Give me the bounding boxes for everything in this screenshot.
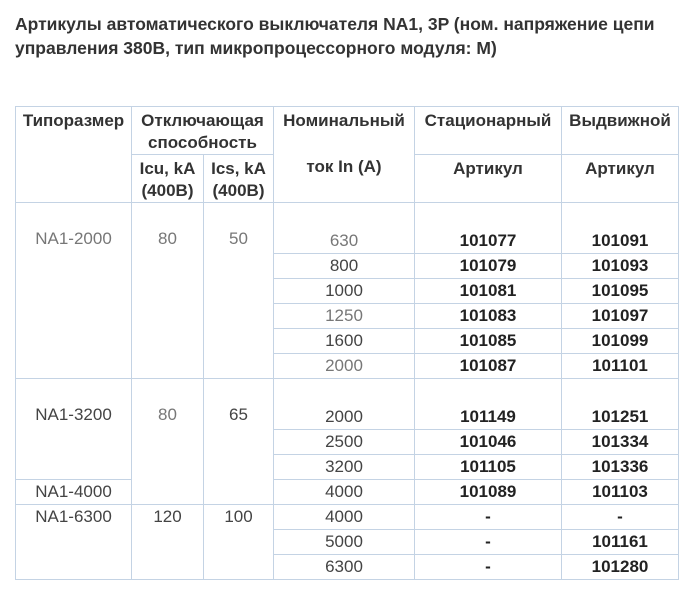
withdrawable-article: 101099 bbox=[562, 329, 679, 354]
header-size: Типоразмер bbox=[16, 107, 132, 203]
header-article-withdrawable: Артикул bbox=[562, 155, 679, 203]
table-row bbox=[16, 505, 679, 530]
stationary-article: 101149 bbox=[415, 379, 562, 430]
articles-table bbox=[15, 106, 679, 580]
stationary-article: 101046 bbox=[415, 430, 562, 455]
ics-cell: 100 bbox=[204, 505, 274, 580]
withdrawable-article: 101095 bbox=[562, 279, 679, 304]
withdrawable-article: 101334 bbox=[562, 430, 679, 455]
stationary-article: 101085 bbox=[415, 329, 562, 354]
stationary-article: 101105 bbox=[415, 455, 562, 480]
stationary-article: 101077 bbox=[415, 203, 562, 254]
withdrawable-article: 101251 bbox=[562, 379, 679, 430]
size-cell: NA1-2000 bbox=[16, 203, 132, 379]
header-nominal-line2: ток In (А) bbox=[306, 157, 382, 176]
size-cell: NA1-3200 bbox=[16, 379, 132, 480]
ics-cell: 65 bbox=[204, 379, 274, 505]
header-icu: Icu, kA (400В) bbox=[132, 155, 204, 203]
current-cell: 1600 bbox=[274, 329, 415, 354]
page-title: Артикулы автоматического выключателя NA1, 3P (ном. напряжение цепи управления 380В, тип микропроцессорного модуля: М) bbox=[15, 14, 655, 58]
icu-cell: 80 bbox=[132, 379, 204, 505]
header-row-1 bbox=[16, 107, 679, 155]
withdrawable-article: - bbox=[562, 505, 679, 530]
current-cell: 2500 bbox=[274, 430, 415, 455]
withdrawable-article: 101093 bbox=[562, 254, 679, 279]
icu-cell: 120 bbox=[132, 505, 204, 580]
header-withdrawable: Выдвижной bbox=[562, 107, 679, 155]
stationary-article: 101083 bbox=[415, 304, 562, 329]
stationary-article: - bbox=[415, 505, 562, 530]
header-article-stationary: Артикул bbox=[415, 155, 562, 203]
size-cell: NA1-4000 bbox=[16, 480, 132, 505]
stationary-article: - bbox=[415, 530, 562, 555]
withdrawable-article: 101091 bbox=[562, 203, 679, 254]
header-nominal bbox=[274, 107, 415, 203]
withdrawable-article: 101101 bbox=[562, 354, 679, 379]
current-cell: 800 bbox=[274, 254, 415, 279]
stationary-article: 101081 bbox=[415, 279, 562, 304]
table-row bbox=[16, 379, 679, 430]
current-cell: 1000 bbox=[274, 279, 415, 304]
current-cell: 2000 bbox=[274, 379, 415, 430]
header-stationary: Стационарный bbox=[415, 107, 562, 155]
header-ics: Ics, kA (400В) bbox=[204, 155, 274, 203]
withdrawable-article: 101280 bbox=[562, 555, 679, 580]
current-cell: 4000 bbox=[274, 480, 415, 505]
current-cell: 1250 bbox=[274, 304, 415, 329]
icu-cell: 80 bbox=[132, 203, 204, 379]
current-cell: 5000 bbox=[274, 530, 415, 555]
withdrawable-article: 101097 bbox=[562, 304, 679, 329]
stationary-article: 101079 bbox=[415, 254, 562, 279]
current-cell: 630 bbox=[274, 203, 415, 254]
ics-cell: 50 bbox=[204, 203, 274, 379]
current-cell: 6300 bbox=[274, 555, 415, 580]
header-breaking: Отключающая способность bbox=[132, 107, 274, 155]
current-cell: 3200 bbox=[274, 455, 415, 480]
table-row bbox=[16, 203, 679, 254]
withdrawable-article: 101336 bbox=[562, 455, 679, 480]
size-cell: NA1-6300 bbox=[16, 505, 132, 580]
withdrawable-article: 101103 bbox=[562, 480, 679, 505]
stationary-article: 101087 bbox=[415, 354, 562, 379]
stationary-article: - bbox=[415, 555, 562, 580]
header-nominal-line1: Номинальный bbox=[283, 111, 405, 130]
current-cell: 4000 bbox=[274, 505, 415, 530]
withdrawable-article: 101161 bbox=[562, 530, 679, 555]
stationary-article: 101089 bbox=[415, 480, 562, 505]
current-cell: 2000 bbox=[274, 354, 415, 379]
table-row bbox=[16, 480, 679, 505]
